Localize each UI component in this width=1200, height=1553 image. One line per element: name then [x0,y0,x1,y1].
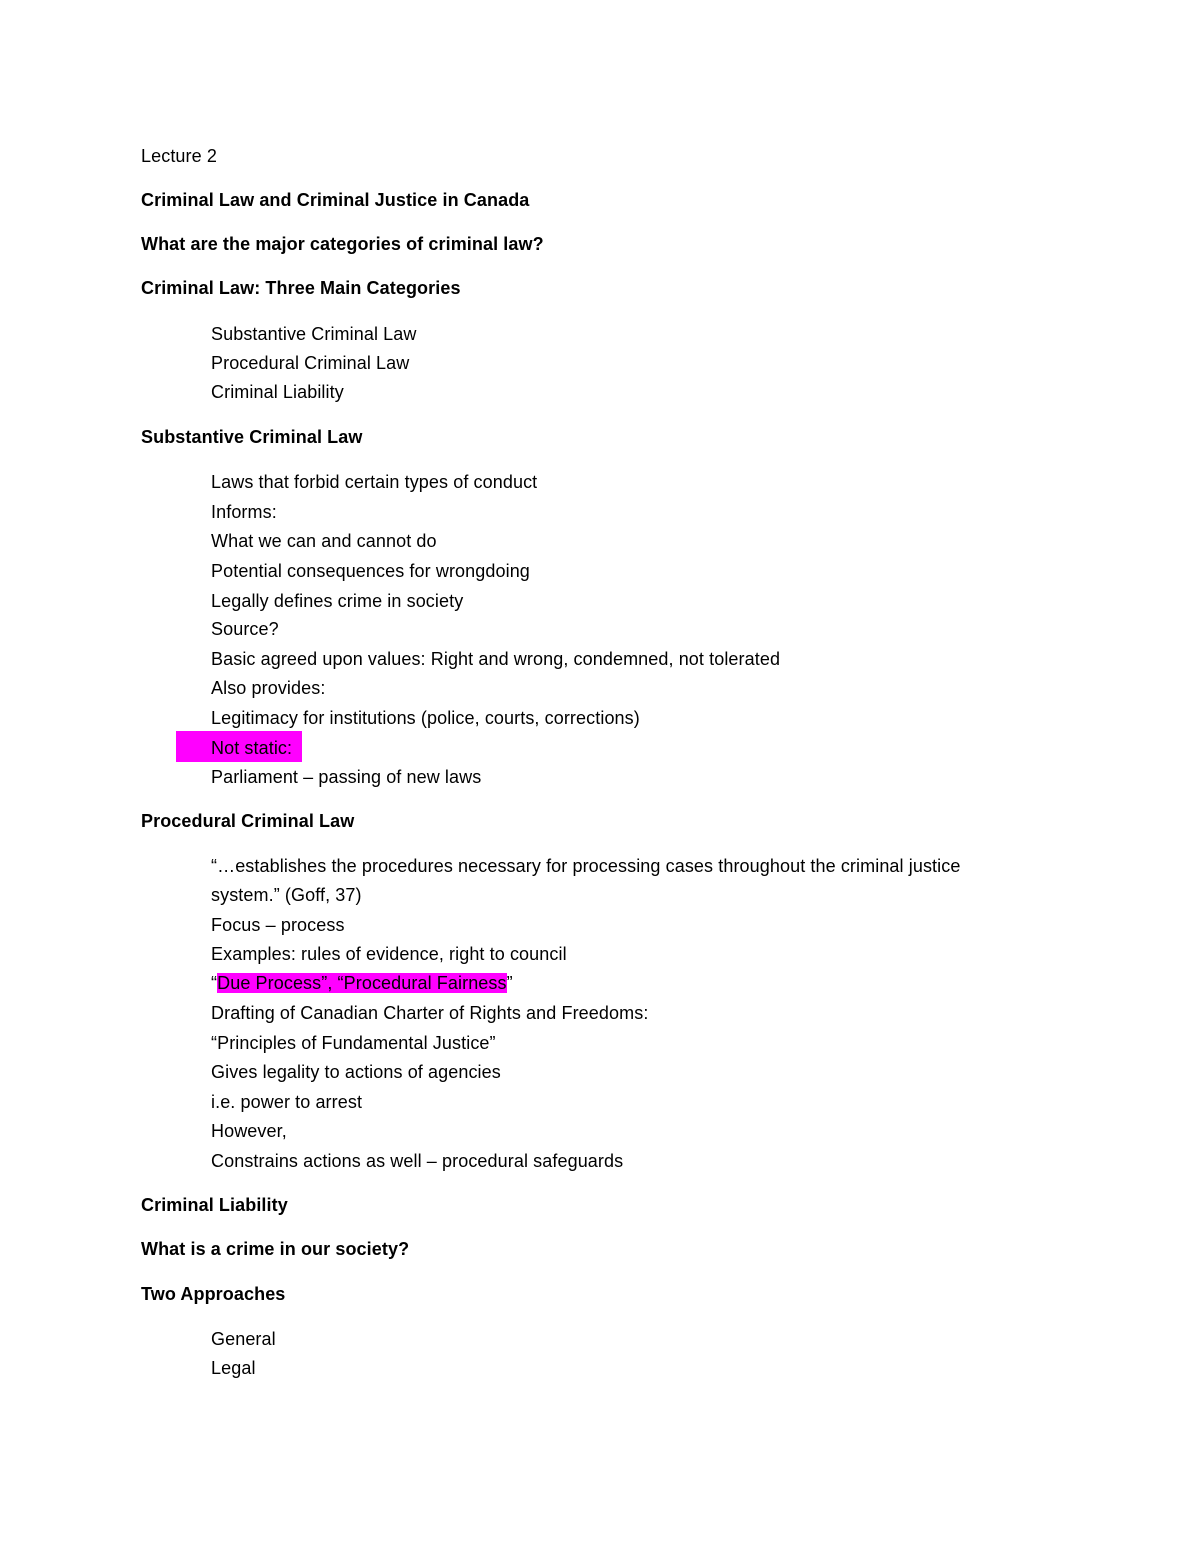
categories-heading: Criminal Law: Three Main Categories [141,278,461,298]
procedural-line: Gives legality to actions of agencies [211,1062,501,1082]
substantive-line: Basic agreed upon values: Right and wrong, condemned, not tolerated [211,649,781,669]
procedural-heading: Procedural Criminal Law [141,811,355,831]
category-item: Substantive Criminal Law [211,324,417,344]
category-item: Procedural Criminal Law [211,353,410,373]
procedural-line: Constrains actions as well – procedural safeguards [211,1151,624,1171]
substantive-heading: Substantive Criminal Law [141,427,363,447]
substantive-line: Potential consequences for wrongdoing [211,561,530,581]
approach-item: Legal [211,1358,256,1378]
open-quote: “ [211,973,218,993]
substantive-line: Also provides: [211,678,326,698]
due-process-highlight: Due Process”, “Procedural Fairness [217,973,507,993]
question-categories: What are the major categories of criminal law? [141,234,544,254]
not-static-line: Not static: [211,738,293,758]
substantive-line: What we can and cannot do [211,531,437,551]
procedural-line: However, [211,1121,287,1141]
procedural-focus: Focus – process [211,915,345,935]
procedural-quote-line: system.” (Goff, 37) [211,885,362,905]
substantive-line: Informs: [211,502,277,522]
approach-item: General [211,1329,276,1349]
close-quote: ” [506,973,513,993]
substantive-line: Legally defines crime in society [211,591,464,611]
liability-question: What is a crime in our society? [141,1239,410,1259]
substantive-line: Parliament – passing of new laws [211,767,482,787]
substantive-line: Laws that forbid certain types of conduct [211,472,538,492]
substantive-line: Legitimacy for institutions (police, courts, corrections) [211,708,640,728]
procedural-line: “Principles of Fundamental Justice” [211,1033,496,1053]
due-process-line [211,971,513,995]
document-title: Criminal Law and Criminal Justice in Canada [141,190,530,210]
lecture-label: Lecture 2 [141,146,217,166]
substantive-line: Source? [211,619,279,639]
liability-heading: Criminal Liability [141,1195,288,1215]
procedural-line: Drafting of Canadian Charter of Rights and Freedoms: [211,1003,649,1023]
procedural-quote-line: “…establishes the procedures necessary for processing cases throughout the criminal justice [211,856,961,876]
category-item: Criminal Liability [211,382,344,402]
procedural-examples: Examples: rules of evidence, right to council [211,944,567,964]
procedural-line: i.e. power to arrest [211,1092,363,1112]
approaches-heading: Two Approaches [141,1284,286,1304]
